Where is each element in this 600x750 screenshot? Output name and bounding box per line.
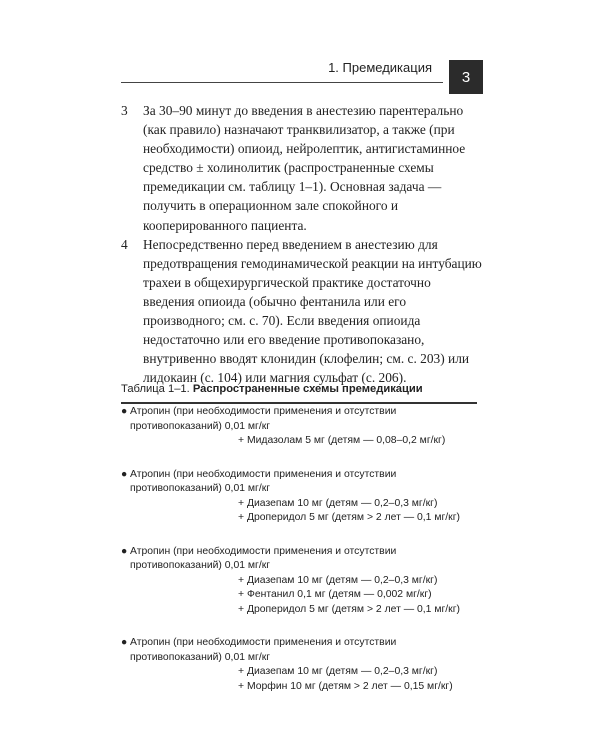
list-item <box>121 235 483 388</box>
table-divider <box>121 402 477 404</box>
scheme-head: Атропин (при необходимости применения и отсутствии противопоказаний) 0,01 мг/кг <box>130 545 397 571</box>
header-divider <box>121 82 443 83</box>
list-item-number: 4 <box>121 236 128 252</box>
drug-line: + Мидазолам 5 мг (детям — 0,08–0,2 мг/кг) <box>238 435 446 446</box>
drug-line: + Дроперидол 5 мг (детям > 2 лет — 0,1 мг/кг) <box>238 512 460 523</box>
scheme-head: Атропин (при необходимости применения и отсутствии противопоказаний) 0,01 мг/кг <box>130 637 397 663</box>
numbered-list <box>121 101 483 387</box>
scheme-block <box>121 405 483 449</box>
table-title: Распространенные схемы премедикации <box>192 383 423 395</box>
list-item-text: За 30–90 минут до введения в анестезию парентерально (как правило) назначают транквилизатор, а также (при необходимости) опиоид, нейролептик, антигистаминное средство ± холинолитик (распространенные схемы премедикации см. таблицу 1–1). Основная задача — получить в операционном зале спокойного и кооперированного пациента. <box>143 103 466 233</box>
list-item <box>121 101 483 235</box>
chapter-title: 1. Премедикация <box>328 60 432 75</box>
scheme-block <box>121 545 483 618</box>
drug-line: + Морфин 10 мг (детям > 2 лет — 0,15 мг/кг) <box>238 680 453 692</box>
page-number-badge: 3 <box>449 60 483 94</box>
table-label: Таблица 1–1. <box>121 383 193 395</box>
scheme-block <box>121 636 483 694</box>
list-item-number: 3 <box>121 103 128 118</box>
list-item-text: Непосредственно перед введением в анестезию для предотвращения гемодинамической реакции на интубацию трахеи в общехирургической практике достаточно введения опиоида (обычно фентанила или его производного; см. с. 70). Если введения опиоида недостаточно или его введение противопоказано, внутривенно вводят клонидин (клофелин; см. с. 203) или лидокаин (с. 104) или магния сульфат (с. 206). <box>143 236 482 386</box>
bullet-icon: ● <box>121 406 128 417</box>
bullet-icon: ● <box>121 637 128 648</box>
drug-line: + Диазепам 10 мг (детям — 0,2–0,3 мг/кг) <box>238 497 438 509</box>
scheme-block <box>121 468 483 526</box>
drug-line: + Диазепам 10 мг (детям — 0,2–0,3 мг/кг) <box>238 666 438 677</box>
drug-line: + Дроперидол 5 мг (детям > 2 лет — 0,1 мг/кг) <box>238 603 460 615</box>
drug-line: + Диазепам 10 мг (детям — 0,2–0,3 мг/кг) <box>238 574 438 586</box>
scheme-head: Атропин (при необходимости применения и отсутствии противопоказаний) 0,01 мг/кг <box>130 406 397 432</box>
drug-line: + Фентанил 0,1 мг (детям — 0,002 мг/кг) <box>238 589 432 600</box>
bullet-icon: ● <box>121 545 128 557</box>
table-caption <box>121 383 483 395</box>
scheme-head: Атропин (при необходимости применения и отсутствии противопоказаний) 0,01 мг/кг <box>130 468 397 494</box>
premedication-schemes <box>121 405 483 713</box>
bullet-icon: ● <box>121 468 128 480</box>
